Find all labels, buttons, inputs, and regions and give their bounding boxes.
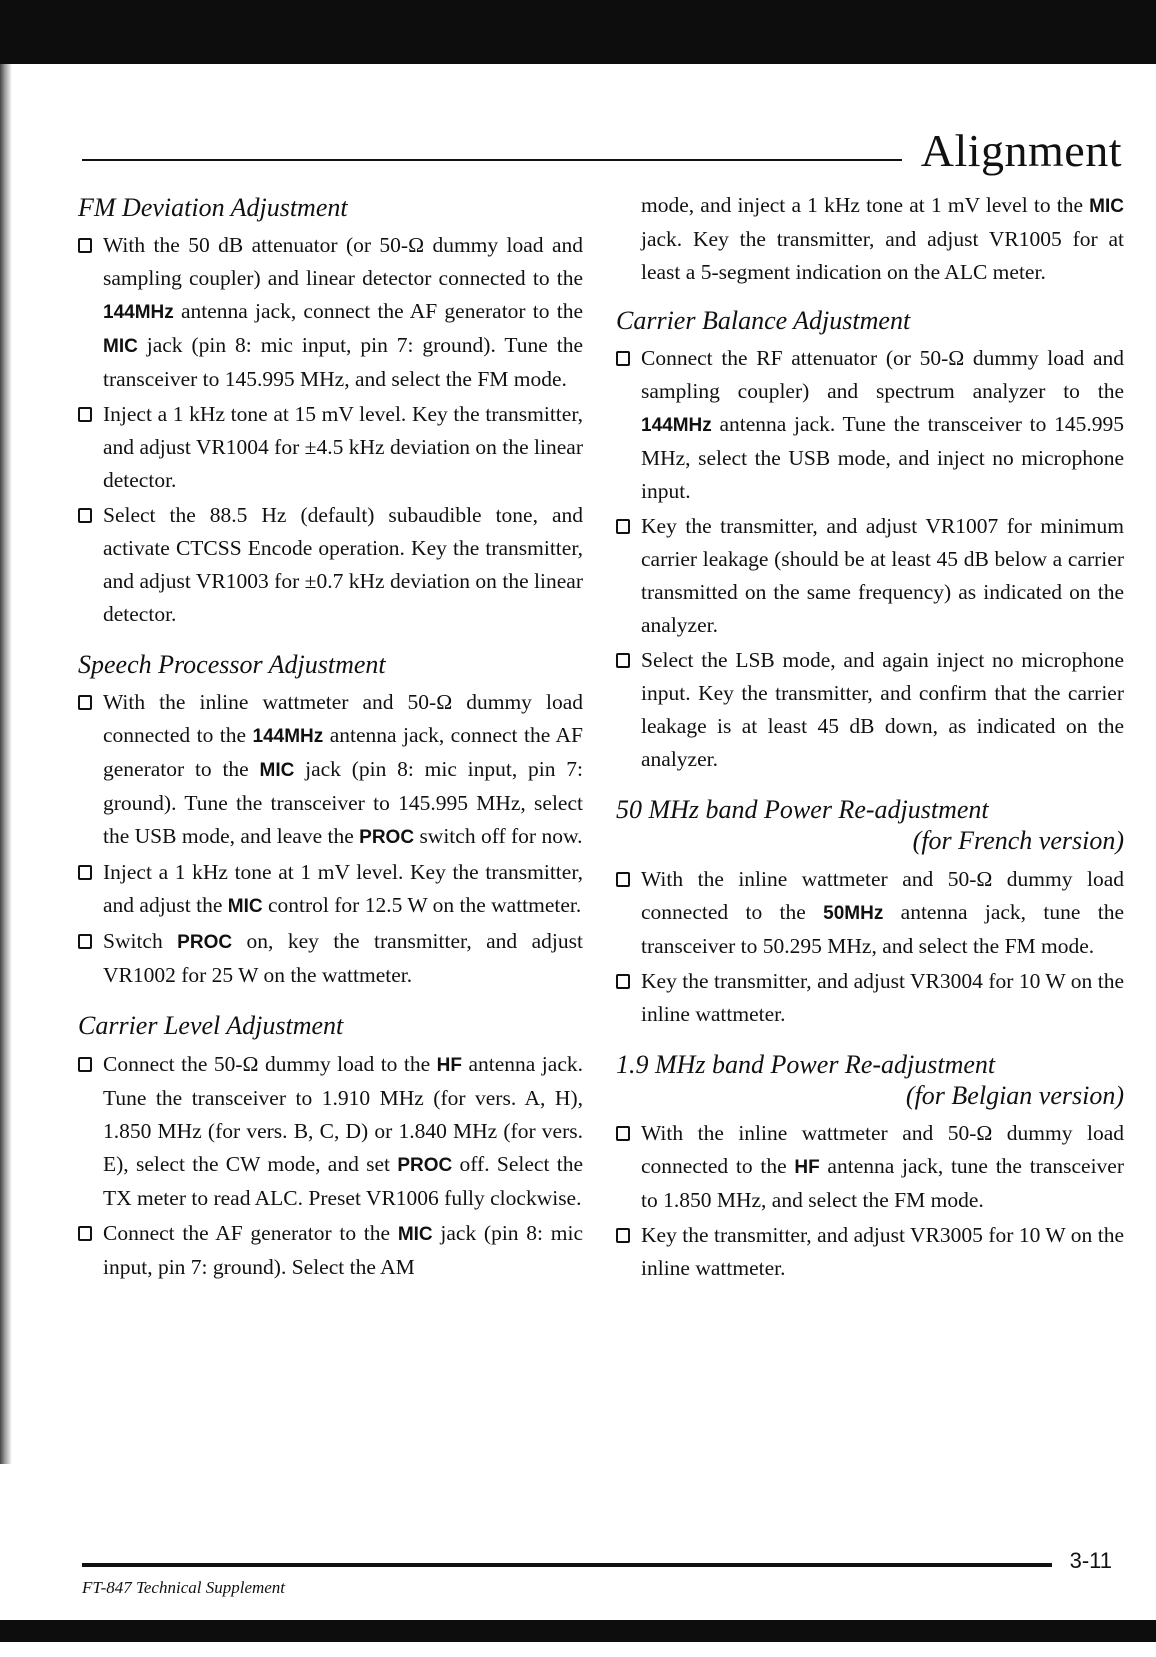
right-column [616,189,1124,1303]
checkbox-icon [78,934,92,949]
adjustment-section [616,794,1124,1030]
text-run: With the inline wattmeter and 50-Ω dummy load connected to the [641,1120,1124,1178]
text-run: Inject a 1 kHz tone at 1 mV level. Key the transmitter, and adjust the [103,860,583,918]
checklist-item [616,644,1124,776]
checklist-item [78,1217,583,1284]
text-run: switch off for now. [414,824,583,849]
control-label: 144MHz [641,415,712,437]
continued-paragraph [616,189,1124,289]
section-title: Carrier Balance Adjustment [616,306,911,335]
text-run: Switch [103,929,178,954]
section-title: 50 MHz band Power Re-adjustment [616,795,989,825]
control-label: MIC [227,896,263,918]
text-run: control for 12.5 W on the wattmeter. [262,893,582,918]
text-run: antenna jack, connect the AF generator to the [173,299,583,324]
text-run: antenna jack, tune the transceiver to 1.850 MHz, and select the FM mode. [641,1153,1125,1212]
checkbox-icon [78,1057,92,1072]
section-heading [78,1010,583,1041]
control-label: MIC [103,336,138,358]
left-column [78,192,583,1302]
text-run: Key the transmitter, and adjust VR3004 for 10 W on the inline wattmeter. [641,968,1124,1026]
section-heading [616,794,1124,856]
checklist-item [78,229,583,396]
text-run: With the inline wattmeter and 50-Ω dummy load connected to the [641,866,1124,924]
text-run: Connect the 50-Ω dummy load to the [103,1051,437,1076]
section-title: 1.9 MHz band Power Re-adjustment [616,1049,996,1079]
page-number: 3-11 [1069,1548,1112,1573]
checkbox-icon [78,238,92,253]
checkbox-icon [616,519,630,534]
checklist-item [616,1219,1124,1285]
text-run: With the inline wattmeter and 50-Ω dummy load connected to the [103,690,583,748]
adjustment-section [78,1010,583,1283]
checklist-item [616,863,1124,963]
checkbox-icon [616,1228,630,1243]
checklist-item [78,856,583,923]
control-label: MIC [397,1223,433,1245]
checklist-item [616,1117,1124,1217]
adjustment-section [616,305,1124,776]
checkbox-icon [616,872,630,887]
text-run: antenna jack. Tune the transceiver to 145.995 MHz, select the USB mode, and inject no microphone input. [641,412,1124,504]
text-run: jack (pin 8: mic input, pin 7: ground). Tune the transceiver to 145.995 MHz, and select the FM mode. [103,333,583,392]
page-title: Alignment [920,125,1122,176]
adjustment-section [78,649,583,992]
text-run: jack (pin 8: mic input, pin 7: ground). Select the AM [103,1220,584,1279]
section-title: FM Deviation Adjustment [78,193,348,222]
text-run: Connect the AF generator to the [103,1220,398,1245]
text-run: mode, and inject a 1 kHz tone at 1 mV level to the [641,193,1090,217]
control-label: PROC [397,1154,453,1176]
checkbox-icon [616,351,630,366]
bottom-scan-bar [0,1620,1156,1642]
checkbox-icon [616,974,630,989]
checklist-item [616,510,1124,642]
section-heading [616,305,1124,336]
checkbox-icon [78,407,92,422]
text-run: jack (pin 8: mic input, pin 7: ground). Tune the transceiver to 145.995 MHz, select the USB mode, and leave the [103,757,583,849]
control-label: MIC [1089,196,1124,217]
checkbox-icon [78,1226,92,1241]
text-run: Connect the RF attenuator (or 50-Ω dummy load and sampling coupler) and spectrum analyzer to the [641,346,1124,404]
checkbox-icon [78,695,92,710]
adjustment-section [78,192,583,631]
control-label: 50MHz [823,902,884,924]
control-label: MIC [259,760,295,782]
control-label: 144MHz [252,726,324,748]
text-run: off. Select the TX meter to read ALC. Preset VR1006 fully clockwise. [103,1151,584,1210]
checkbox-icon [616,653,630,668]
control-label: 144MHz [103,302,174,324]
section-heading [78,649,583,680]
checklist-item [78,398,583,497]
checklist-item [78,1048,583,1215]
control-label: HF [794,1156,820,1178]
section-subtitle: (for French version) [912,826,1124,856]
checkbox-icon [78,508,92,523]
control-label: PROC [177,932,233,954]
adjustment-section [616,1049,1124,1285]
text-run: antenna jack. Tune the transceiver to 1.910 MHz (for vers. A, H), 1.850 MHz (for vers. B, C, D) or 1.840 MHz (for vers. E), select the CW mode, and set [103,1051,583,1176]
checklist-item [616,342,1124,508]
text-run: Key the transmitter, and adjust VR1007 for minimum carrier leakage (should be at least 45 dB below a carrier transmitted on the same frequency) as indicated on the analyzer. [641,514,1124,638]
checklist-item [78,499,583,631]
checklist-item [78,686,583,854]
checkbox-icon [78,865,92,880]
top-scan-bar [0,0,1156,64]
text-run: antenna jack, tune the transceiver to 50.295 MHz, and select the FM mode. [641,899,1124,958]
left-scan-edge [0,64,12,1464]
text-run: antenna jack, connect the AF generator to the [103,723,584,782]
control-label: PROC [359,827,415,849]
section-heading [616,1049,1124,1111]
control-label: HF [436,1054,462,1076]
section-heading [78,192,583,223]
checkbox-icon [616,1126,630,1141]
text-run: on, key the transmitter, and adjust VR1002 for 25 W on the wattmeter. [103,929,583,988]
section-title: Speech Processor Adjustment [78,650,386,680]
section-title: Carrier Level Adjustment [78,1011,344,1041]
footer-rule [82,1563,1052,1567]
text-run: Select the 88.5 Hz (default) subaudible tone, and activate CTCSS Encode operation. Key the transmitter, and adjust VR1003 for ±0.7 kHz deviation on the linear detector. [103,503,583,627]
checklist-item [616,965,1124,1031]
text-run: jack. Key the transmitter, and adjust VR1005 for at least a 5-segment indication on the ALC meter. [641,227,1124,284]
text-run: Inject a 1 kHz tone at 15 mV level. Key the transmitter, and adjust VR1004 for ±4.5 kHz deviation on the linear detector. [103,402,583,493]
header-rule [82,159,902,161]
footer-title: FT-847 Technical Supplement [82,1578,286,1597]
text-run: Key the transmitter, and adjust VR3005 for 10 W on the inline wattmeter. [641,1222,1124,1280]
section-subtitle: (for Belgian version) [905,1080,1124,1110]
checklist-item [78,925,583,992]
text-run: Select the LSB mode, and again inject no microphone input. Key the transmitter, and confirm that the carrier leakage is at least 45 dB down, as indicated on the analyzer. [641,648,1124,772]
text-run: With the 50 dB attenuator (or 50-Ω dummy load and sampling coupler) and linear detector connected to the [103,233,583,291]
